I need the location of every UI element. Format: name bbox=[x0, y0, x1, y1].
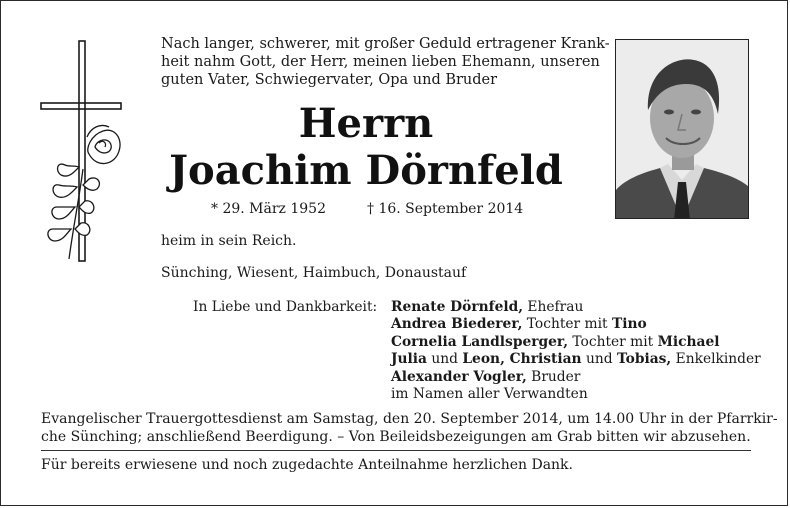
rose-icon bbox=[48, 125, 120, 259]
salutation: Herrn bbox=[298, 100, 434, 147]
family-row: Julia und Leon, Christian und Tobias, Enkelkinder bbox=[391, 351, 761, 368]
places-line: Sünching, Wiesent, Haimbuch, Donaustauf bbox=[161, 265, 467, 281]
deceased-name: Joachim Dörnfeld bbox=[169, 147, 563, 194]
service-line: che Sünching; anschließend Beerdigung. – Von Beileidsbezeigungen am Grab bitten wir abzusehen. bbox=[41, 428, 751, 445]
family-row: im Namen aller Verwandten bbox=[391, 386, 588, 403]
portrait-photo bbox=[615, 39, 749, 219]
family-row: Renate Dörnfeld, Ehefrau bbox=[391, 299, 584, 315]
cross-icon bbox=[39, 39, 129, 267]
family-row: Alexander Vogler, Bruder bbox=[391, 368, 581, 385]
intro-line: Nach langer, schwerer, mit großer Geduld ertragener Krank- bbox=[161, 36, 610, 52]
service-line: Evangelischer Trauergottesdienst am Samstag, den 20. September 2014, um 14.00 Uhr in der Pfarrkir- bbox=[41, 411, 778, 427]
family-row: Andrea Biederer, Tochter mit Tino bbox=[391, 316, 647, 333]
intro-line: heit nahm Gott, der Herr, meinen lieben Ehemann, unseren bbox=[161, 54, 600, 70]
birth-date: * 29. März 1952 bbox=[211, 201, 326, 217]
family-row: Cornelia Landlsperger, Tochter mit Michael bbox=[391, 333, 720, 350]
divider bbox=[41, 450, 751, 451]
family-label: In Liebe und Dankbarkeit: bbox=[193, 299, 378, 315]
death-date: † 16. September 2014 bbox=[367, 201, 524, 217]
thanks-line: Für bereits erwiesene und noch zugedachte Anteilnahme herzlichen Dank. bbox=[41, 457, 573, 473]
heim-line: heim in sein Reich. bbox=[161, 233, 297, 249]
service-info bbox=[41, 411, 778, 446]
intro-line: guten Vater, Schwiegervater, Opa und Bruder bbox=[161, 72, 498, 88]
intro-text bbox=[161, 35, 610, 89]
